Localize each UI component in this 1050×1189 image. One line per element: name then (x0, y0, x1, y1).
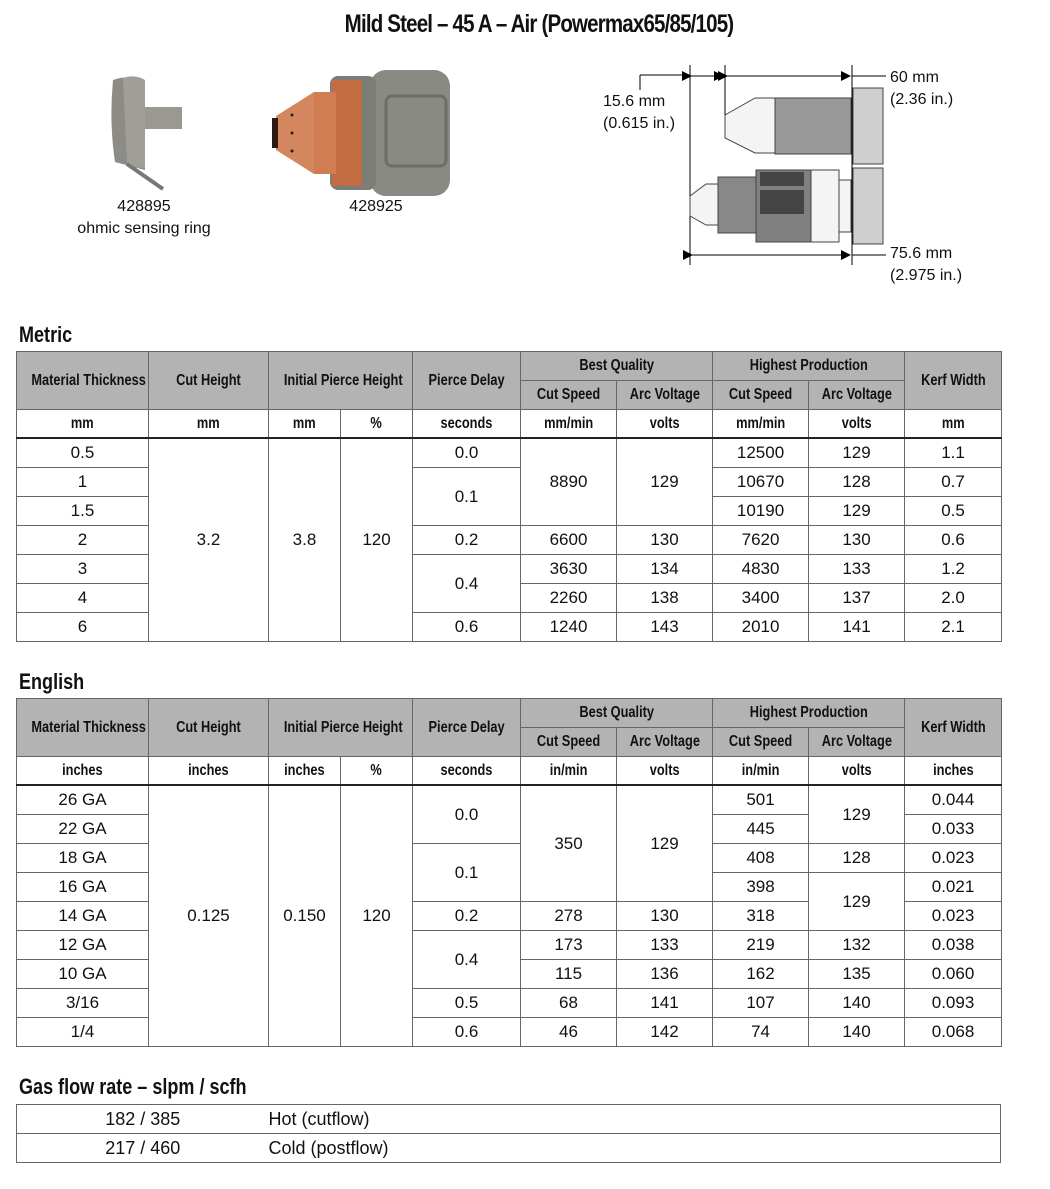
cell-delay: 0.0 (413, 785, 521, 844)
dimension-long-shield (890, 243, 962, 287)
cell-delay: 0.4 (413, 555, 521, 613)
header-hp-arc-voltage: Arc Voltage (809, 728, 905, 757)
cell-bq-speed: 6600 (521, 526, 617, 555)
cell-delay: 0.1 (413, 468, 521, 526)
ohmic-ring-image (105, 72, 185, 192)
cell-hp-volt: 129 (809, 497, 905, 526)
cell-bq-speed: 173 (521, 931, 617, 960)
header-bq-cut-speed: Cut Speed (521, 381, 617, 410)
cell-kerf: 0.033 (905, 815, 1002, 844)
unit: inches (905, 757, 1002, 786)
cell-hp-speed: 398 (713, 873, 809, 902)
cell-hp-volt: 129 (809, 785, 905, 844)
cell-delay: 0.6 (413, 1018, 521, 1047)
unit: mm (269, 410, 341, 439)
unit: % (341, 410, 413, 439)
cell-kerf: 0.038 (905, 931, 1002, 960)
cell-thickness: 4 (17, 584, 149, 613)
table-row (17, 785, 1002, 815)
dimension-stickout (603, 91, 675, 135)
header-hp-cut-speed: Cut Speed (713, 728, 809, 757)
cell-hp-speed: 4830 (713, 555, 809, 584)
unit: inches (269, 757, 341, 786)
header-kerf-width: Kerf Width (905, 699, 1002, 757)
header-best-quality: Best Quality (521, 699, 713, 728)
cell-bq-volt: 130 (617, 902, 713, 931)
unit: mm/min (521, 410, 617, 439)
header-pierce-delay: Pierce Delay (413, 352, 521, 410)
header-initial-pierce-height: Initial Pierce Height (269, 352, 413, 410)
cell-thickness: 1/4 (17, 1018, 149, 1047)
cell-bq-speed: 46 (521, 1018, 617, 1047)
cell-pierce-height: 0.150 (269, 785, 341, 1047)
cell-hp-speed: 318 (713, 902, 809, 931)
cell-kerf: 1.1 (905, 438, 1002, 468)
metric-cut-chart (16, 351, 1002, 642)
table-row (17, 1134, 1001, 1163)
cell-kerf: 0.044 (905, 785, 1002, 815)
cell-hp-volt: 128 (809, 468, 905, 497)
cell-kerf: 0.060 (905, 960, 1002, 989)
unit: % (341, 757, 413, 786)
header-pierce-delay: Pierce Delay (413, 699, 521, 757)
header-highest-production: Highest Production (713, 699, 905, 728)
unit: inches (149, 757, 269, 786)
gas-flow-desc: Cold (postflow) (269, 1134, 1001, 1163)
cell-bq-speed: 115 (521, 960, 617, 989)
unit: volts (617, 757, 713, 786)
page-title: Mild Steel – 45 A – Air (Powermax65/85/105) (344, 10, 734, 38)
cell-bq-volt: 138 (617, 584, 713, 613)
cell-bq-speed: 3630 (521, 555, 617, 584)
cell-hp-volt: 130 (809, 526, 905, 555)
cell-thickness: 14 GA (17, 902, 149, 931)
cell-kerf: 0.7 (905, 468, 1002, 497)
cell-bq-volt: 129 (617, 785, 713, 902)
header-kerf-width: Kerf Width (905, 352, 1002, 410)
cell-thickness: 1 (17, 468, 149, 497)
cell-hp-volt: 133 (809, 555, 905, 584)
part-description: ohmic sensing ring (77, 220, 211, 237)
cell-kerf: 0.023 (905, 902, 1002, 931)
cell-hp-speed: 2010 (713, 613, 809, 642)
unit: seconds (413, 410, 521, 439)
part-428925 (316, 196, 436, 218)
cell-hp-volt: 140 (809, 1018, 905, 1047)
gas-flow-value: 182 / 385 (17, 1105, 269, 1134)
unit: mm (905, 410, 1002, 439)
cell-hp-volt: 129 (809, 438, 905, 468)
cell-delay: 0.5 (413, 989, 521, 1018)
dimension-value-in: (0.615 in.) (603, 115, 676, 132)
english-cut-chart (16, 698, 1002, 1047)
cell-hp-volt: 135 (809, 960, 905, 989)
table-row (17, 1105, 1001, 1134)
header-hp-cut-speed: Cut Speed (713, 381, 809, 410)
cell-delay: 0.2 (413, 526, 521, 555)
part-number: 428925 (349, 198, 403, 215)
cell-kerf: 0.6 (905, 526, 1002, 555)
cell-thickness: 0.5 (17, 438, 149, 468)
cell-hp-volt: 132 (809, 931, 905, 960)
units-row (17, 757, 1002, 786)
cell-delay: 0.0 (413, 438, 521, 468)
cell-thickness: 18 GA (17, 844, 149, 873)
unit: inches (17, 757, 149, 786)
cell-delay: 0.6 (413, 613, 521, 642)
cell-thickness: 3/16 (17, 989, 149, 1018)
header-bq-arc-voltage: Arc Voltage (617, 381, 713, 410)
part-428895 (64, 196, 224, 240)
cell-bq-speed: 68 (521, 989, 617, 1018)
cell-kerf: 1.2 (905, 555, 1002, 584)
dimension-value-in: (2.36 in.) (890, 91, 954, 108)
unit: mm (149, 410, 269, 439)
gas-flow-desc: Hot (cutflow) (269, 1105, 1001, 1134)
cell-bq-speed: 278 (521, 902, 617, 931)
cell-delay: 0.4 (413, 931, 521, 989)
cell-hp-speed: 10670 (713, 468, 809, 497)
cell-bq-volt: 130 (617, 526, 713, 555)
cell-hp-speed: 219 (713, 931, 809, 960)
header-hp-arc-voltage: Arc Voltage (809, 381, 905, 410)
cell-kerf: 0.023 (905, 844, 1002, 873)
cell-hp-speed: 501 (713, 785, 809, 815)
unit: volts (617, 410, 713, 439)
header-initial-pierce-height: Initial Pierce Height (269, 699, 413, 757)
cell-kerf: 0.068 (905, 1018, 1002, 1047)
dimension-value-mm: 15.6 mm (603, 93, 666, 110)
gas-flow-table (16, 1104, 1001, 1163)
cell-hp-speed: 408 (713, 844, 809, 873)
cell-bq-volt: 143 (617, 613, 713, 642)
header-material-thickness: Material Thickness (17, 699, 149, 757)
dimension-value-mm: 75.6 mm (890, 245, 953, 262)
cell-bq-volt: 133 (617, 931, 713, 960)
header-cut-height: Cut Height (149, 699, 269, 757)
cell-pierce-height: 3.8 (269, 438, 341, 642)
cell-bq-volt: 141 (617, 989, 713, 1018)
header-bq-cut-speed: Cut Speed (521, 728, 617, 757)
unit: in/min (521, 757, 617, 786)
cell-bq-speed: 350 (521, 785, 617, 902)
cell-hp-volt: 137 (809, 584, 905, 613)
cell-bq-volt: 129 (617, 438, 713, 526)
cell-thickness: 10 GA (17, 960, 149, 989)
section-heading-gas-flow: Gas flow rate – slpm / scfh (19, 1074, 247, 1099)
header-material-thickness: Material Thickness (17, 352, 149, 410)
unit: seconds (413, 757, 521, 786)
cell-hp-speed: 7620 (713, 526, 809, 555)
cell-thickness: 12 GA (17, 931, 149, 960)
table-row (17, 438, 1002, 468)
cell-hp-volt: 141 (809, 613, 905, 642)
unit: mm/min (713, 410, 809, 439)
unit: volts (809, 757, 905, 786)
header-best-quality: Best Quality (521, 352, 713, 381)
cell-hp-speed: 12500 (713, 438, 809, 468)
header-cut-height: Cut Height (149, 352, 269, 410)
units-row (17, 410, 1002, 439)
cell-thickness: 3 (17, 555, 149, 584)
dimension-value-in: (2.975 in.) (890, 267, 963, 284)
cell-thickness: 16 GA (17, 873, 149, 902)
cell-thickness: 26 GA (17, 785, 149, 815)
cell-hp-volt: 128 (809, 844, 905, 873)
cell-kerf: 0.5 (905, 497, 1002, 526)
cell-bq-volt: 142 (617, 1018, 713, 1047)
section-heading-metric: Metric (19, 322, 73, 347)
cell-kerf: 2.1 (905, 613, 1002, 642)
cell-kerf: 2.0 (905, 584, 1002, 613)
unit: mm (17, 410, 149, 439)
unit: volts (809, 410, 905, 439)
cell-hp-speed: 107 (713, 989, 809, 1018)
cell-hp-speed: 74 (713, 1018, 809, 1047)
cell-hp-volt: 129 (809, 873, 905, 931)
cell-thickness: 2 (17, 526, 149, 555)
cell-cut-height: 3.2 (149, 438, 269, 642)
cell-thickness: 6 (17, 613, 149, 642)
cell-pierce-pct: 120 (341, 438, 413, 642)
cell-delay: 0.2 (413, 902, 521, 931)
cell-pierce-pct: 120 (341, 785, 413, 1047)
gas-flow-value: 217 / 460 (17, 1134, 269, 1163)
cell-cut-height: 0.125 (149, 785, 269, 1047)
cell-bq-volt: 136 (617, 960, 713, 989)
dimension-value-mm: 60 mm (890, 69, 939, 86)
cell-bq-volt: 134 (617, 555, 713, 584)
cell-hp-volt: 140 (809, 989, 905, 1018)
unit: in/min (713, 757, 809, 786)
cell-hp-speed: 162 (713, 960, 809, 989)
header-bq-arc-voltage: Arc Voltage (617, 728, 713, 757)
cell-kerf: 0.021 (905, 873, 1002, 902)
cell-thickness: 22 GA (17, 815, 149, 844)
dimension-short-shield (890, 67, 953, 111)
header-highest-production: Highest Production (713, 352, 905, 381)
cell-thickness: 1.5 (17, 497, 149, 526)
cell-hp-speed: 3400 (713, 584, 809, 613)
cell-bq-speed: 2260 (521, 584, 617, 613)
cell-bq-speed: 8890 (521, 438, 617, 526)
nozzle-shield-image (270, 68, 450, 198)
cell-hp-speed: 10190 (713, 497, 809, 526)
cell-bq-speed: 1240 (521, 613, 617, 642)
cell-delay: 0.1 (413, 844, 521, 902)
part-number: 428895 (117, 198, 171, 215)
section-heading-english: English (19, 669, 85, 694)
cell-hp-speed: 445 (713, 815, 809, 844)
cell-kerf: 0.093 (905, 989, 1002, 1018)
